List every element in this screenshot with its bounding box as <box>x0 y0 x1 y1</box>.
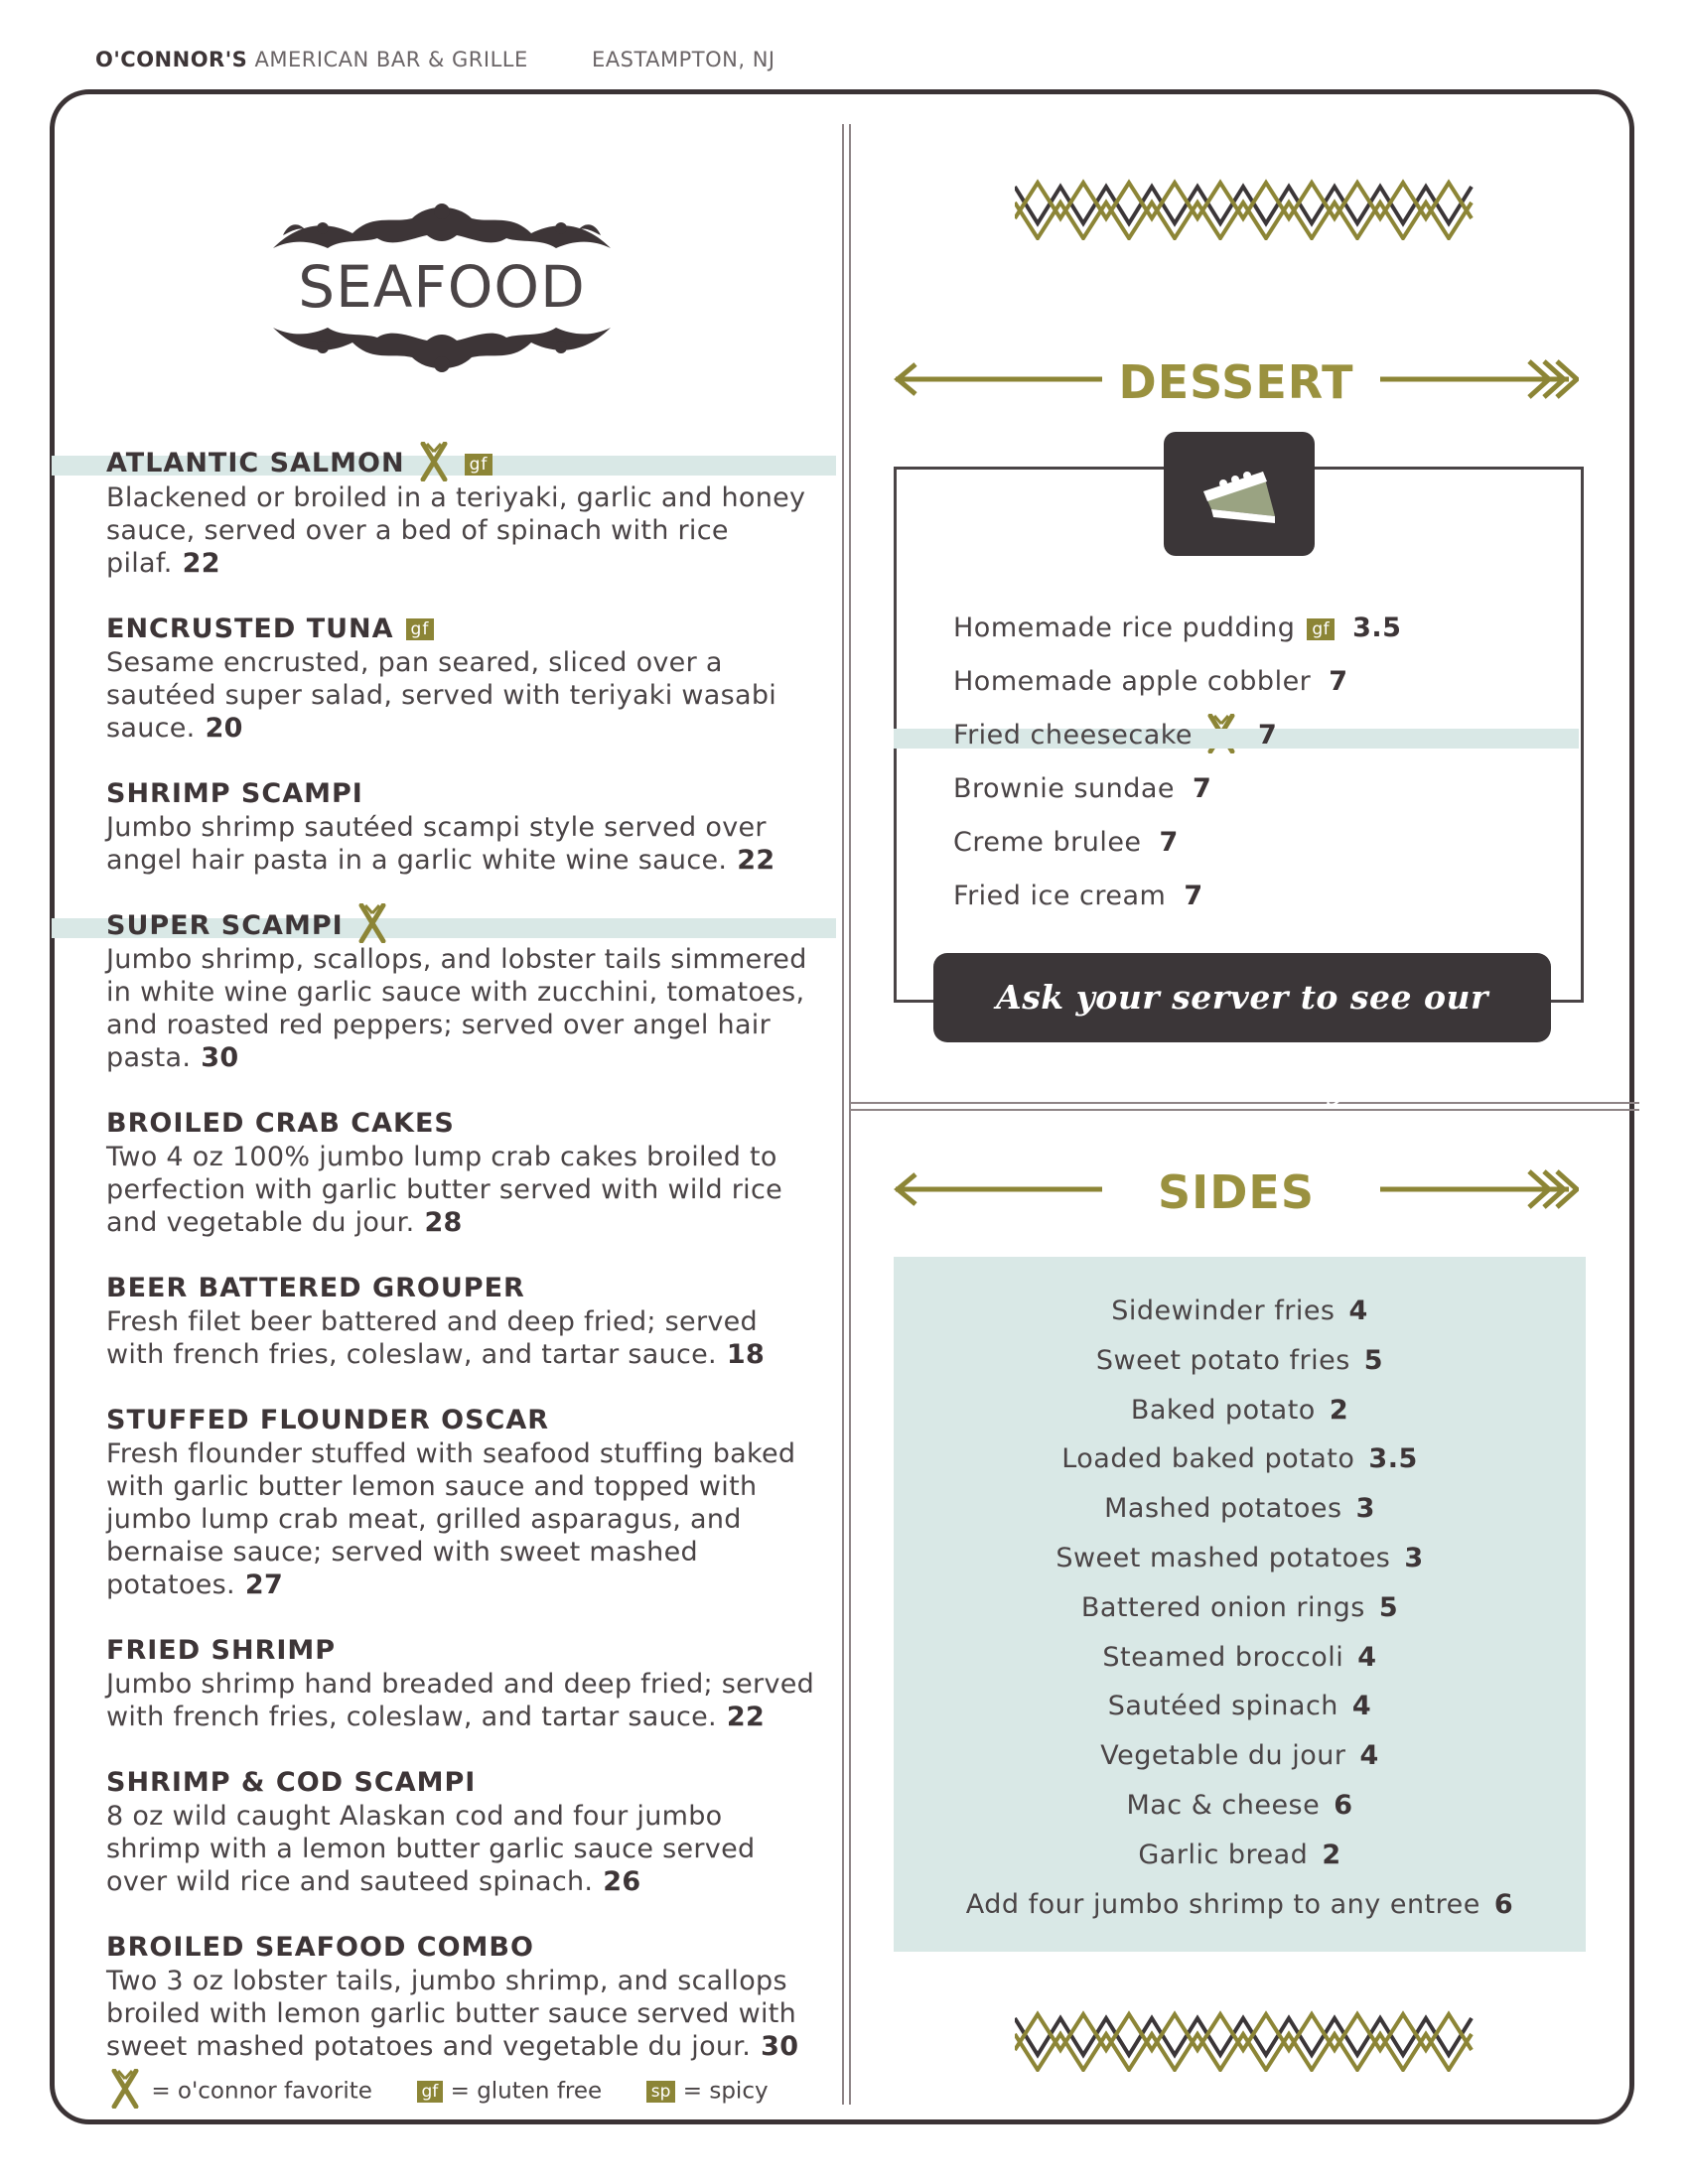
legend-spicy: = spicy <box>682 2078 769 2105</box>
item-name: Sautéed spinach <box>1107 1691 1338 1722</box>
item-price: 18 <box>726 1339 766 1370</box>
menu-item <box>106 1931 821 2063</box>
item-description: Sesame encrusted, pan seared, sliced over a sautéed super salad, served with teriyaki wasabi sauce. <box>106 646 777 744</box>
gluten-free-badge: gf <box>465 454 493 476</box>
item-price: 26 <box>603 1866 641 1897</box>
side-item <box>894 1831 1586 1880</box>
item-price: 22 <box>737 844 775 876</box>
item-price: 3 <box>1404 1542 1424 1573</box>
item-name: BROILED SEAFOOD COMBO <box>106 1932 534 1963</box>
sides-list <box>894 1287 1586 1929</box>
item-price: 2 <box>1322 1839 1341 1870</box>
item-description: Jumbo shrimp sautéed scampi style served over angel hair pasta in a garlic white wine sauce. <box>106 811 767 876</box>
item-price: 3 <box>1355 1493 1375 1525</box>
gluten-free-badge: gf <box>417 2081 444 2103</box>
dessert-tray-note: Ask your server to see our dessert tray! <box>933 953 1551 1042</box>
item-price: 22 <box>182 547 220 579</box>
item-price: 6 <box>1334 1789 1353 1821</box>
seafood-title-ornament <box>263 194 621 382</box>
restaurant-name: O'CONNOR'S <box>95 48 248 71</box>
side-item <box>894 1434 1586 1484</box>
dessert-item <box>953 709 1579 762</box>
item-name: Loaded baked potato <box>1061 1443 1355 1475</box>
item-description: Fresh flounder stuffed with seafood stuffing baked with garlic butter lemon sauce and topped with jumbo lump crab meat, grilled asparagus, and bernaise sauce; served with sweet mashed potatoes. <box>106 1438 796 1600</box>
legend-favorite: = o'connor favorite <box>151 2078 372 2105</box>
dessert-item <box>953 762 1579 816</box>
menu-item <box>106 1634 821 1733</box>
gluten-free-badge: gf <box>1307 618 1335 640</box>
item-price: 3.5 <box>1352 613 1402 643</box>
item-price: 2 <box>1329 1394 1349 1426</box>
item-price: 5 <box>1378 1591 1399 1623</box>
item-price: 7 <box>1159 827 1179 858</box>
item-description: Jumbo shrimp, scallops, and lobster tails simmered in white wine garlic sauce with zucchini, tomatoes, and roasted red peppers; served over angel hair pasta. <box>106 944 807 1073</box>
item-price: 7 <box>1184 881 1203 911</box>
menu-item <box>106 613 821 745</box>
item-price: 7 <box>1258 720 1278 751</box>
side-item <box>894 1336 1586 1386</box>
restaurant-subtitle: AMERICAN BAR & GRILLE <box>254 48 528 71</box>
side-item <box>894 1534 1586 1583</box>
side-item <box>894 1386 1586 1435</box>
page-header <box>95 48 775 71</box>
side-item <box>894 1484 1586 1534</box>
legend <box>106 2075 769 2109</box>
menu-item <box>106 1107 821 1239</box>
side-item <box>894 1682 1586 1731</box>
menu-item <box>106 1404 821 1601</box>
fork-knife-favorite-icon <box>106 2069 144 2109</box>
item-name: ENCRUSTED TUNA <box>106 613 394 644</box>
item-name: Homemade rice pudding <box>953 613 1296 643</box>
item-price: 27 <box>244 1570 284 1600</box>
item-name: Battered onion rings <box>1080 1591 1365 1623</box>
item-name: Creme brulee <box>953 827 1142 858</box>
item-name: Homemade apple cobbler <box>953 666 1312 697</box>
item-description: Jumbo shrimp hand breaded and deep fried; served with french fries, coleslaw, and tartar sauce. <box>106 1669 815 1732</box>
item-price: 5 <box>1363 1344 1384 1376</box>
menu-item <box>106 447 821 580</box>
side-item <box>894 1880 1586 1930</box>
seafood-list <box>106 447 821 2096</box>
item-name: Add four jumbo shrimp to any entree <box>965 1888 1480 1920</box>
sides-heading <box>894 1160 1579 1219</box>
item-name: Vegetable du jour <box>1100 1740 1346 1772</box>
item-description: Fresh filet beer battered and deep fried; served with french fries, coleslaw, and tartar sauce. <box>106 1306 758 1370</box>
item-name: FRIED SHRIMP <box>106 1635 337 1666</box>
side-item <box>894 1583 1586 1633</box>
item-price: 28 <box>424 1207 463 1238</box>
item-name: STUFFED FLOUNDER OSCAR <box>106 1405 550 1435</box>
menu-item <box>106 909 821 1075</box>
item-price: 22 <box>726 1702 766 1732</box>
item-description: 8 oz wild caught Alaskan cod and four jumbo shrimp with a lemon butter garlic sauce served over wild rice and sauteed spinach. <box>106 1801 756 1897</box>
item-name: ATLANTIC SALMON <box>106 448 405 478</box>
dessert-list <box>953 602 1579 923</box>
item-price: 3.5 <box>1368 1443 1418 1475</box>
item-name: Steamed broccoli <box>1102 1641 1344 1673</box>
item-name: Sidewinder fries <box>1111 1296 1336 1326</box>
item-price: 30 <box>761 2031 799 2062</box>
item-name: Mashed potatoes <box>1104 1493 1342 1525</box>
dessert-item <box>953 816 1579 870</box>
fork-knife-favorite-icon <box>415 442 453 481</box>
side-item <box>894 1287 1586 1336</box>
dessert-item <box>953 655 1579 709</box>
menu-item <box>106 1766 821 1898</box>
zigzag-ornament-icon <box>1015 2010 1477 2072</box>
legend-gluten-free: = gluten free <box>450 2078 603 2105</box>
menu-item <box>106 1272 821 1371</box>
item-price: 4 <box>1351 1691 1372 1722</box>
item-name: SHRIMP & COD SCAMPI <box>106 1767 477 1798</box>
item-description: Two 3 oz lobster tails, jumbo shrimp, and scallops broiled with lemon garlic butter sauce served with sweet mashed potatoes and vegetable du jour. <box>106 1966 797 2062</box>
dessert-heading <box>894 349 1579 409</box>
item-name: Sweet mashed potatoes <box>1055 1542 1391 1573</box>
gluten-free-badge: gf <box>406 618 435 640</box>
item-description: Blackened or broiled in a teriyaki, garlic and honey sauce, served over a bed of spinach with rice pilaf. <box>106 481 806 579</box>
item-name: Sweet potato fries <box>1095 1344 1350 1376</box>
side-item <box>894 1781 1586 1831</box>
cheesecake-icon <box>1164 432 1315 556</box>
dessert-item <box>953 602 1579 655</box>
item-price: 7 <box>1329 666 1348 697</box>
column-divider <box>849 124 851 2105</box>
item-price: 20 <box>205 712 243 744</box>
item-name: BEER BATTERED GROUPER <box>106 1273 525 1303</box>
dessert-item <box>953 870 1579 923</box>
column-divider <box>842 124 844 2105</box>
item-price: 7 <box>1193 773 1212 804</box>
zigzag-ornament-icon <box>1015 179 1477 240</box>
item-name: Fried cheesecake <box>953 720 1194 751</box>
item-name: SUPER SCAMPI <box>106 909 344 941</box>
item-price: 4 <box>1348 1296 1368 1326</box>
side-item <box>894 1731 1586 1781</box>
item-price: 30 <box>201 1042 239 1073</box>
item-description: Two 4 oz 100% jumbo lump crab cakes broiled to perfection with garlic butter served with wild rice and vegetable du jour. <box>106 1142 783 1238</box>
side-item <box>894 1633 1586 1683</box>
item-name: Garlic bread <box>1138 1839 1309 1870</box>
item-price: 4 <box>1357 1641 1377 1673</box>
cake-badge <box>1164 432 1315 556</box>
item-name: Fried ice cream <box>953 881 1167 911</box>
item-price: 6 <box>1493 1888 1514 1920</box>
item-name: SHRIMP SCAMPI <box>106 777 363 809</box>
menu-item <box>106 777 821 877</box>
spicy-badge: sp <box>646 2081 676 2103</box>
dessert-title: DESSERT <box>1118 355 1354 409</box>
restaurant-location: EASTAMPTON, NJ <box>592 48 775 71</box>
item-price: 4 <box>1359 1740 1379 1772</box>
item-name: Brownie sundae <box>953 773 1176 804</box>
fork-knife-favorite-icon <box>353 903 391 943</box>
seafood-title: SEAFOOD <box>298 253 586 321</box>
item-name: BROILED CRAB CAKES <box>106 1108 455 1139</box>
item-name: Baked potato <box>1130 1394 1316 1426</box>
item-name: Mac & cheese <box>1126 1789 1321 1821</box>
sides-title: SIDES <box>1158 1165 1315 1219</box>
